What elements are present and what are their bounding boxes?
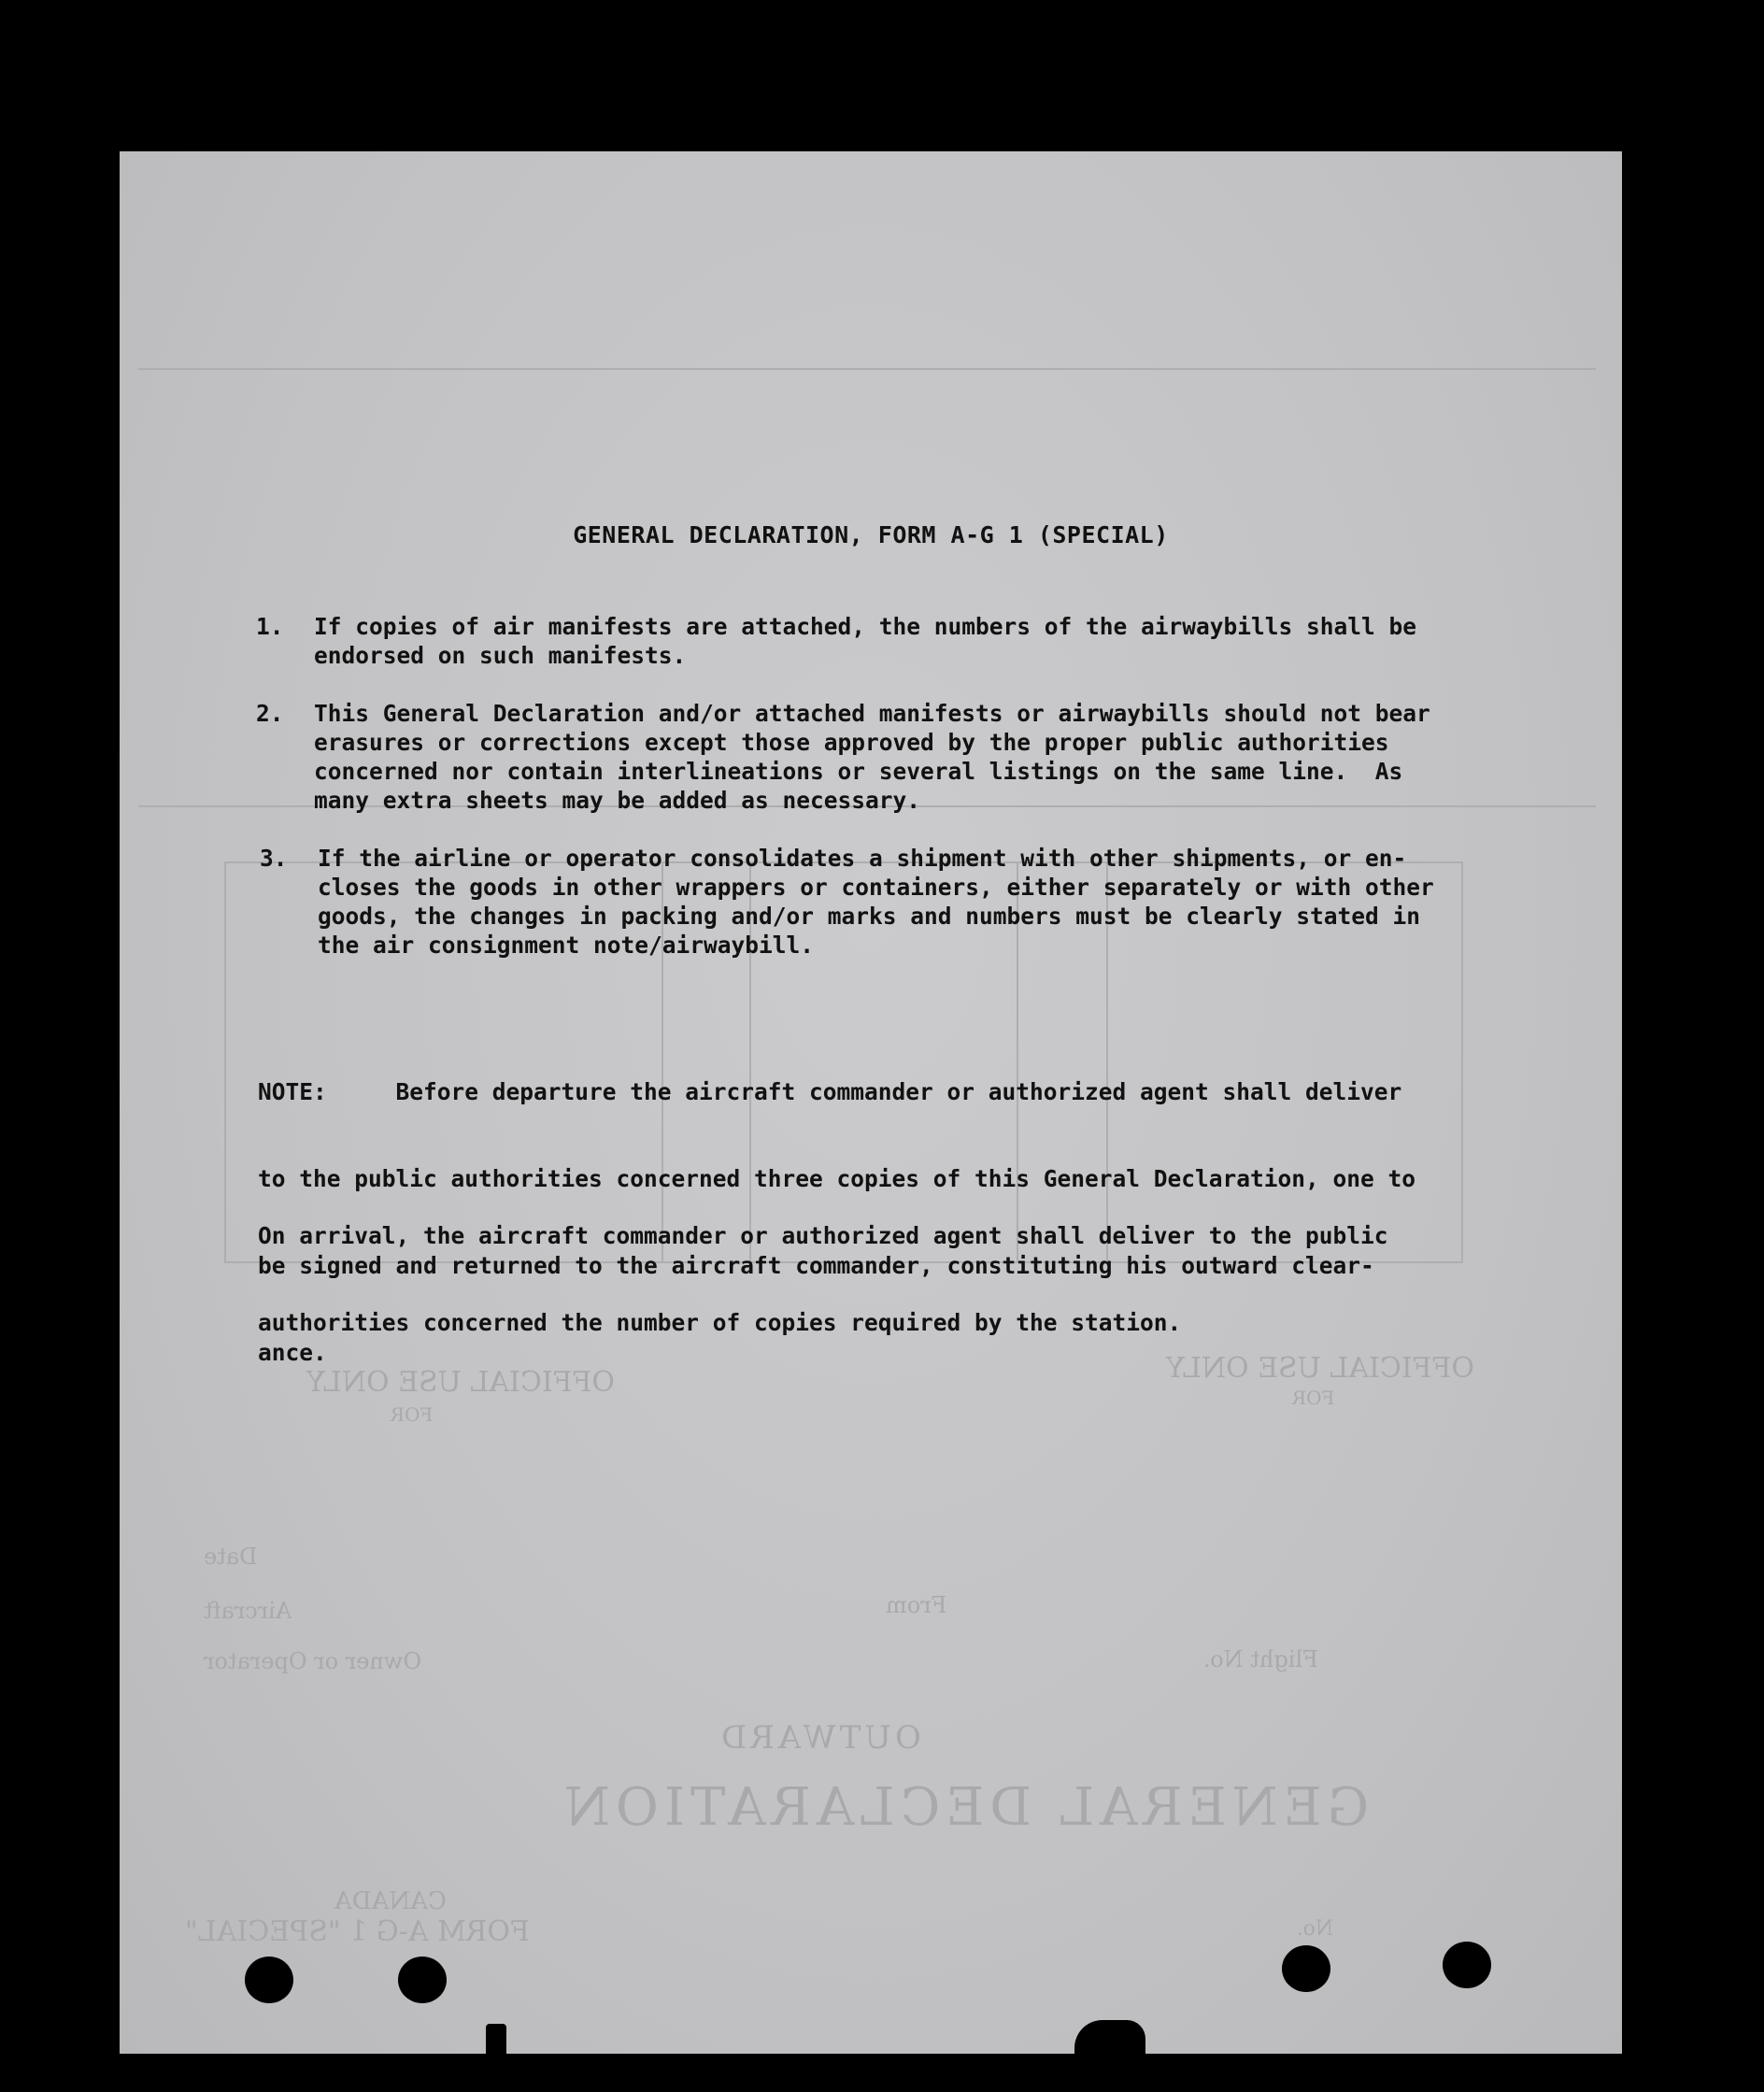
ghost-date: Date bbox=[204, 1544, 258, 1570]
ghost-for-left: FOR bbox=[391, 1403, 434, 1426]
note-line: be signed and returned to the aircraft commander, constituting his outward clear- bbox=[258, 1252, 1374, 1279]
arrival-paragraph bbox=[258, 1163, 1388, 1395]
list-item bbox=[256, 612, 1620, 677]
item-number: 3. bbox=[260, 845, 288, 872]
list-item bbox=[256, 699, 1620, 820]
ghost-big-title: GENERAL DECLARATION bbox=[559, 1777, 1370, 1838]
ghost-official-left: OFFICIAL USE ONLY bbox=[306, 1366, 615, 1399]
punch-hole bbox=[1282, 1945, 1330, 1992]
ghost-subtitle: OUTWARD bbox=[718, 1719, 921, 1757]
item-line: This General Declaration and/or attached manifests or airwaybills should not bear bbox=[314, 700, 1430, 727]
item-line: If the airline or operator consolidates a shipment with other shipments, or en- bbox=[318, 845, 1407, 872]
arrival-line: On arrival, the aircraft commander or authorized agent shall deliver to the public bbox=[258, 1222, 1388, 1249]
punch-hole bbox=[245, 1957, 293, 2003]
item-line: If copies of air manifests are attached, the numbers of the airwaybills shall be bbox=[314, 613, 1417, 640]
ghost-rule bbox=[138, 368, 1596, 370]
ghost-aircraft: Aircraft bbox=[204, 1598, 292, 1624]
item-line: concerned nor contain interlineations or several listings on the same line. As bbox=[314, 758, 1403, 785]
item-line: endorsed on such manifests. bbox=[314, 642, 687, 669]
punch-hole bbox=[1443, 1942, 1491, 1988]
ghost-country: CANADA bbox=[334, 1887, 447, 1915]
item-line: erasures or corrections except those approved by the proper public authorities bbox=[314, 729, 1389, 756]
item-number: 1. bbox=[256, 613, 284, 640]
ghost-for-right: FOR bbox=[1292, 1387, 1335, 1409]
note-line: NOTE: Before departure the aircraft commander or authorized agent shall deliver bbox=[258, 1078, 1402, 1105]
punch-hole bbox=[398, 1957, 447, 2003]
list-item bbox=[260, 844, 1624, 965]
item-line: closes the goods in other wrappers or containers, either separately or with other bbox=[318, 874, 1434, 901]
document-title: GENERAL DECLARATION, FORM A-G 1 (SPECIAL) bbox=[573, 521, 1169, 548]
item-line: the air consignment note/airwaybill. bbox=[318, 932, 815, 959]
item-number: 2. bbox=[256, 700, 284, 727]
ghost-no: No. bbox=[1297, 1917, 1334, 1941]
ghost-owner: Owner or Operator bbox=[204, 1648, 422, 1674]
ghost-official-right: OFFICIAL USE ONLY bbox=[1166, 1352, 1474, 1385]
item-line: many extra sheets may be added as necessary. bbox=[314, 787, 921, 814]
ghost-flight-no: Flight No. bbox=[1203, 1646, 1318, 1672]
note-line: ance. bbox=[258, 1339, 327, 1366]
clip-mark bbox=[486, 2024, 506, 2054]
note-line: to the public authorities concerned three copies of this General Declaration, one to bbox=[258, 1165, 1416, 1192]
item-line: goods, the changes in packing and/or marks and numbers must be clearly stated in bbox=[318, 903, 1421, 930]
document-page bbox=[120, 151, 1622, 2054]
ghost-form-label: FORM A-G 1 "SPECIAL" bbox=[185, 1915, 530, 1948]
arrival-line: authorities concerned the number of copies required by the station. bbox=[258, 1309, 1182, 1336]
ghost-from: From bbox=[886, 1592, 947, 1618]
clip-mark bbox=[1074, 2020, 1145, 2054]
